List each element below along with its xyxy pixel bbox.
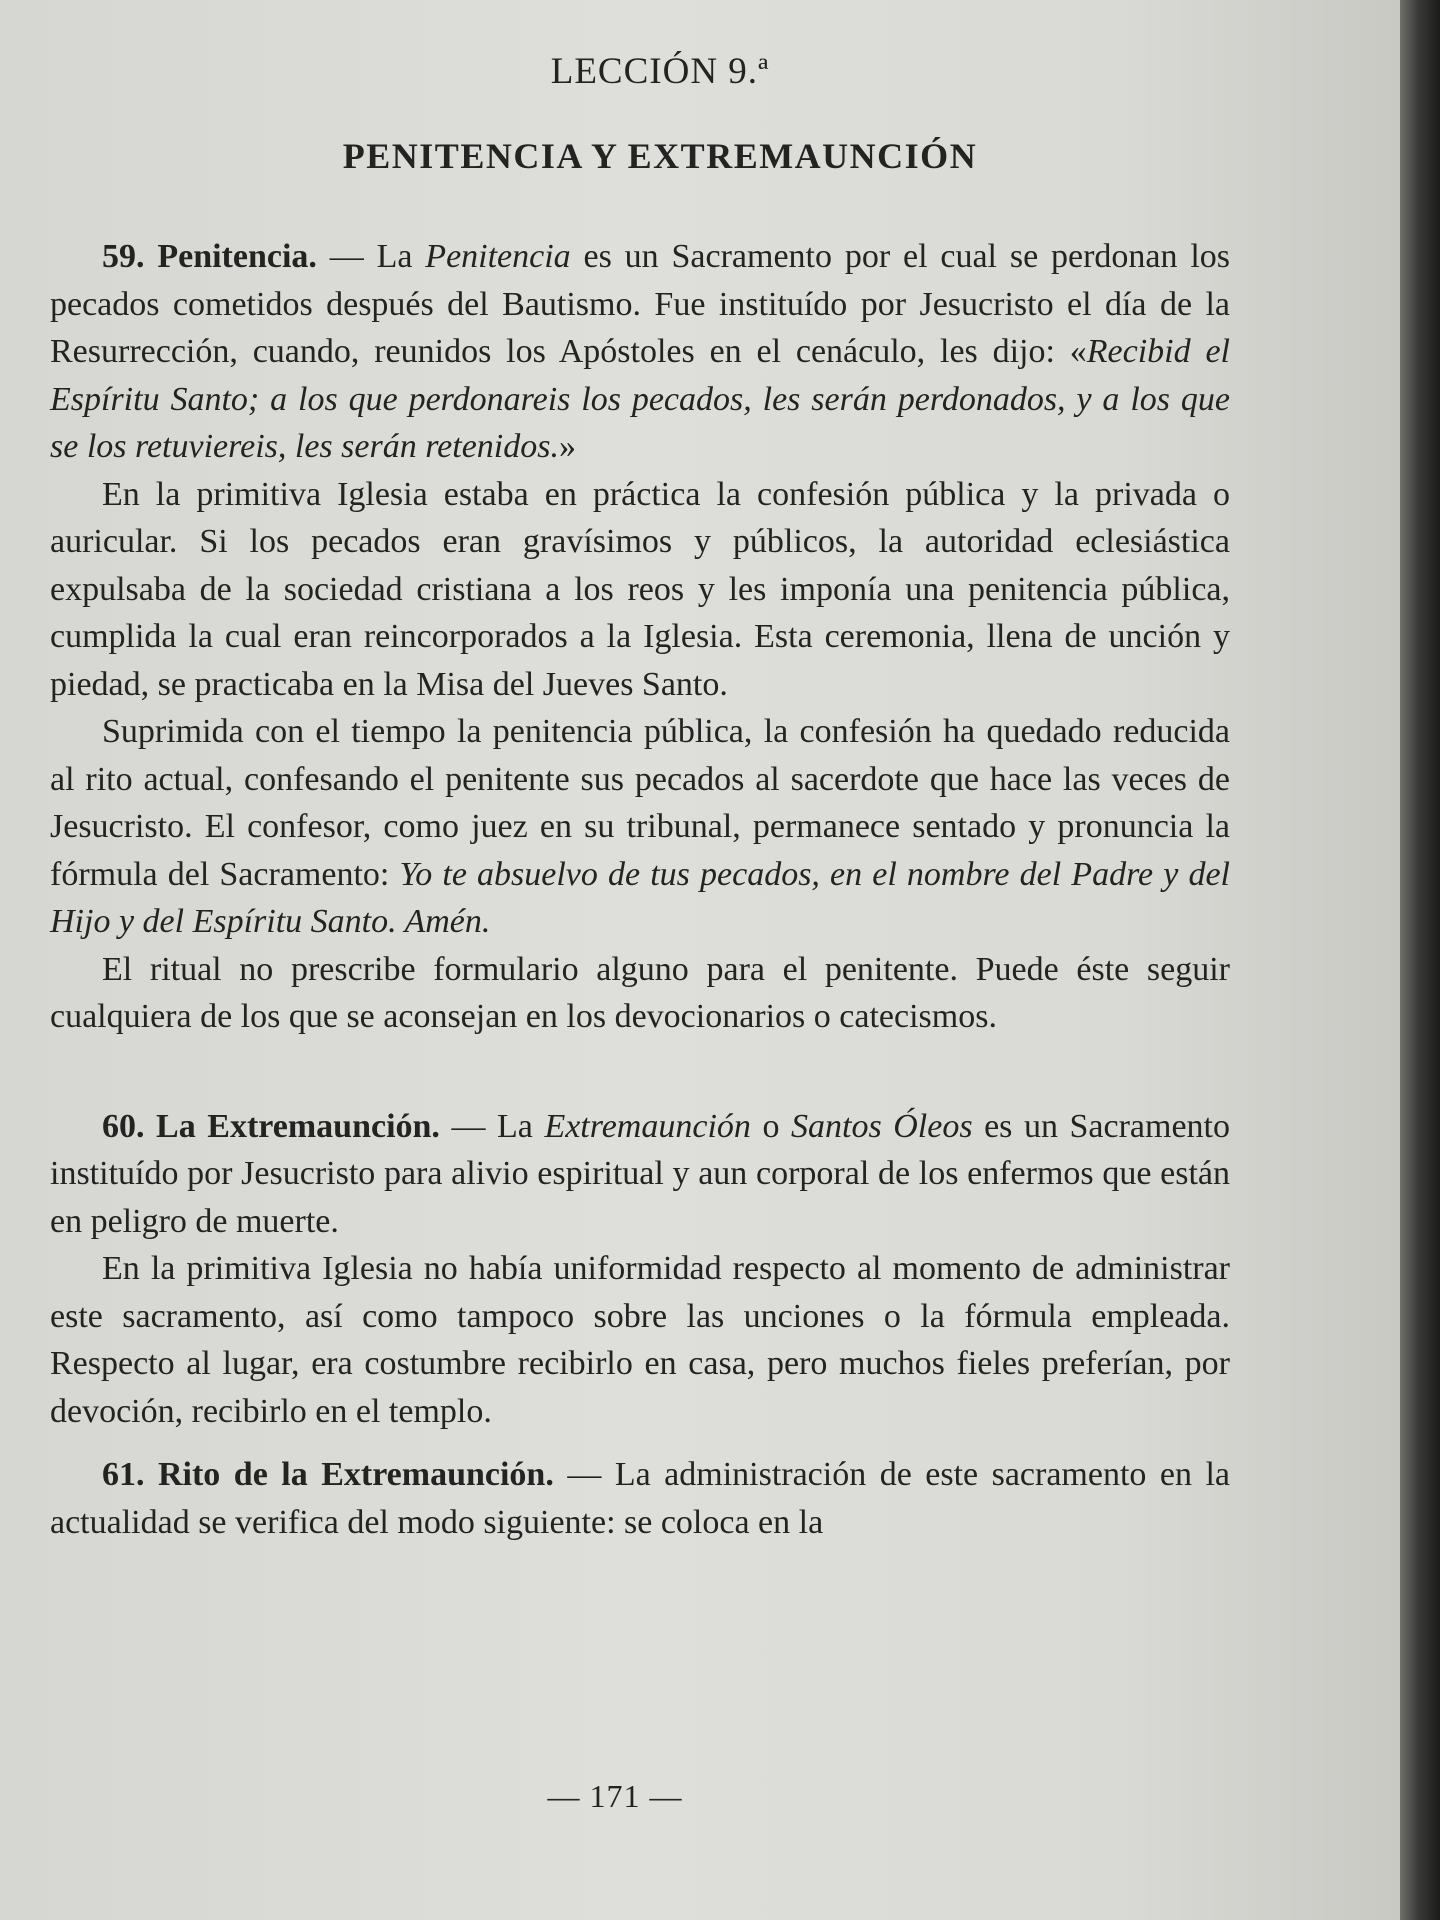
section-61-paragraph-1 (50, 1451, 1230, 1546)
paragraph-text: es un Sacramento por el cual se perdonan los pecados cometidos después del Bautismo. Fue instituído por Jesucristo el día de la Resurrección, cuando, reunidos los Apóstoles en el cenáculo, les dijo: « (50, 238, 1231, 370)
italic-term: Extremaunción (544, 1107, 751, 1145)
section-59 (50, 233, 1230, 1041)
section-number: 60. (102, 1107, 145, 1145)
paragraph-text: es un Sacramento instituído por Jesucristo para alivio espiritual y aun corporal de los enfermos que están en peligro de muerte. (50, 1107, 1230, 1240)
section-number: 59. (102, 238, 145, 275)
section-59-paragraph-4: El ritual no prescribe formulario alguno para el penitente. Puede éste seguir cualquiera de los que se aconsejan en los devocionarios o catecismos. (50, 950, 1230, 1035)
section-60-paragraph-1 (50, 1103, 1230, 1246)
italic-quote: Recibid el Espíritu Santo; a los que perdonareis los pecados, les serán perdonados, y a los que se los retuviereis, les serán retenidos. (50, 333, 1230, 465)
italic-term: Santos Óleos (791, 1107, 973, 1145)
closing-quote: » (558, 428, 576, 465)
lesson-heading: LECCIÓN 9.ª (550, 51, 770, 92)
dash-text: — La (316, 238, 426, 275)
page-number: — 171 — (547, 1778, 683, 1814)
section-60-paragraph-2: En la primitiva Iglesia no había uniformidad respecto al momento de administrar este sacramento, así como tampoco sobre las unciones o la fórmula empleada. Respecto al lugar, era costumbre recibirlo en casa, pero muchos fieles preferían, por devoción, recibirlo en el templo. (50, 1250, 1230, 1430)
paragraph-text: — La administración de este sacramento en la actualidad se verifica del modo siguiente: se coloca en la (50, 1456, 1230, 1541)
section-61 (50, 1451, 1230, 1546)
section-59-paragraph-1 (50, 233, 1230, 471)
section-60 (50, 1103, 1230, 1436)
section-number: 61. (102, 1456, 145, 1493)
section-heading: Penitencia. (157, 238, 317, 275)
section-59-paragraph-2: En la primitiva Iglesia estaba en práctica la confesión pública y la privada o auricular. Si los pecados eran gravísimos y públicos, la autoridad eclesiástica expulsaba de la sociedad cristiana a los reos y les imponía una penitencia pública, cumplida la cual eran reincorporados a la Iglesia. Esta ceremonia, llena de unción y piedad, se practicaba en la Misa del Jueves Santo. (50, 475, 1230, 703)
italic-formula: Yo te absuelvo de tus pecados, en el nombre del Padre y del Hijo y del Espíritu Santo. Amén. (50, 855, 1230, 940)
section-heading: La Extremaunción. (156, 1107, 440, 1145)
section-59-paragraph-3 (50, 708, 1230, 946)
section-heading: Rito de la Extremaunción. (157, 1456, 554, 1493)
dash-text: — La (439, 1107, 545, 1145)
italic-term: Penitencia (425, 238, 571, 275)
book-binding-shadow (1400, 0, 1440, 1920)
paragraph-text: Suprimida con el tiempo la penitencia pública, la confesión ha quedado reducida al rito actual, confesando el penitente sus pecados al sacerdote que hace las veces de Jesucristo. El confesor, como juez en su tribunal, permanece sentado y pronuncia la fórmula del Sacramento: (50, 713, 1230, 893)
chapter-title: PENITENCIA Y EXTREMAUNCIÓN (342, 136, 978, 176)
conjunction-text: o (750, 1107, 791, 1145)
